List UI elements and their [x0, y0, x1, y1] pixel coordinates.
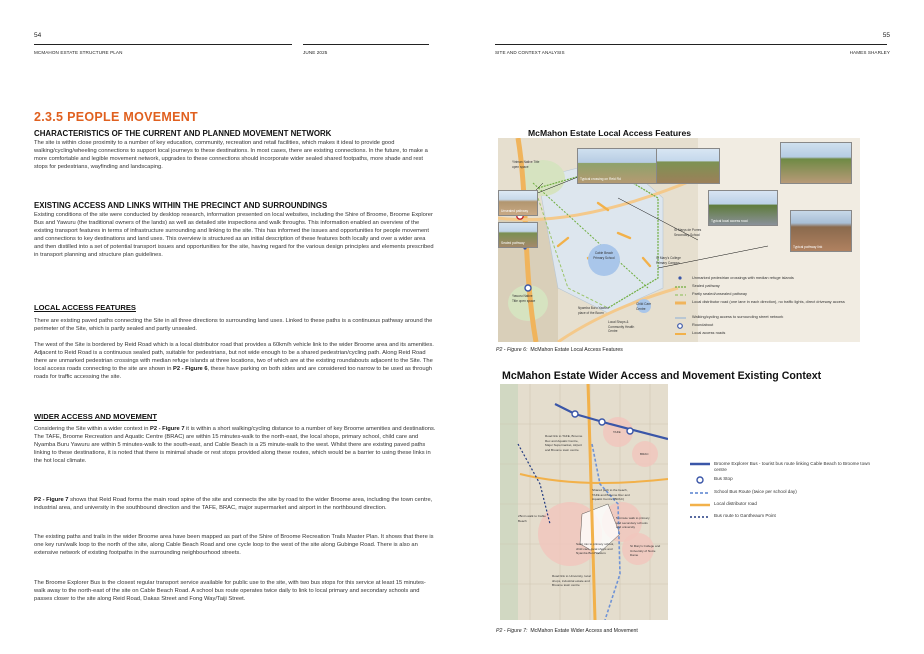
- legend-local-distributor: Local distributor road (one lane in each direction), no traffic lights, direct driveway access: [692, 299, 845, 304]
- legend-school-bus: School Bus Route (twice per school day): [714, 489, 797, 494]
- header-rule: [303, 44, 429, 45]
- photo-label: Typical crossing on Reid Rd: [580, 177, 621, 181]
- figure-7-title: McMahon Estate Wider Access and Movement Existing Context: [502, 370, 822, 382]
- map-label-st-marys-secondary: St Marys de Porres Secondary School: [674, 228, 702, 237]
- figure-7-map: [500, 384, 668, 620]
- photo-sealed-pathway: [498, 222, 538, 248]
- legend-roundabout: Roundabout: [692, 322, 714, 327]
- running-title: MCMAHON ESTATE STRUCTURE PLAN: [34, 50, 123, 55]
- paragraph-characteristics: The site is within close proximity to a number of key education, community, recreation and retail facilities, which makes it ideal to provide good walking/cycling/wheeling connections to support local journeys to these destinations. In most cases, there are existing connections. In the future, to make a more comfortable and legible movement network, upgrades to these connections should incorporate wider sealed shared footpaths, more shade and rest stops for pedestrians, wayfinding and landscaping.: [34, 140, 428, 170]
- map-label-cable-beach-ps: Cable Beach Primary School: [593, 251, 615, 260]
- photo-label: Typical pathway link: [793, 245, 823, 249]
- legend-symbols: [688, 456, 714, 536]
- company-name: HAMES SHARLEY: [849, 50, 890, 55]
- figure-6-caption: P2 - Figure 6: McMahon Estate Local Access Features: [496, 347, 623, 353]
- map-label-yiriman: Yiriman Native Title open space: [512, 160, 540, 169]
- legend-crossings: Unmarked pedestrian crossings with median refuge islands: [692, 275, 794, 280]
- map-label-child-care: Child Care Centre: [636, 302, 652, 311]
- paragraph-wider-access-2: P2 - Figure 7 shows that Reid Road forms the main road spine of the site and connects the site by road to the wider Broome area, including the town centre, industrial area, and university in the southbound direction and the TAFE, BRAC, major supermarket and airport in the northbound direction.: [34, 497, 433, 511]
- legend-gantheaum-bus: Bus route to Gantheaum Point: [714, 513, 776, 518]
- header-rule: [495, 44, 887, 45]
- legend-symbols: [674, 262, 694, 342]
- figure-7-reference[interactable]: P2 - Figure 7: [150, 426, 185, 432]
- map-label-road-link-university: Road link to University, local shops, industrial estate and Broome town centre: [552, 574, 591, 588]
- photo-label: Unsealed pathway: [501, 209, 529, 213]
- photo-unsealed-pathway-1: [780, 142, 852, 184]
- map-label-st-marys-notre-dame: St Mary's College and University of Notre Dame: [630, 544, 661, 558]
- running-title: SITE AND CONTEXT ANALYSIS: [495, 50, 565, 55]
- document-date: JUNE 2025: [303, 50, 328, 55]
- map-label-st-marys-primary: St Mary's College Primary Campus: [656, 256, 681, 265]
- paragraph-local-access-1: There are existing paved paths connecting the Site in all three directions to surrounding land uses. Linked to these paths is a continuous pathway around the perimeter of the Site, which is partly sealed and partly unsealed.: [34, 318, 433, 332]
- header-rule: [34, 44, 292, 45]
- photo-crossing-2: [656, 148, 720, 184]
- map-label-primary-school-walk: Saint mix to primary school, child care, local shops and Nyamba Buru Yawuru: [576, 542, 614, 556]
- legend-bus-stop: Bus Stop: [714, 476, 733, 481]
- figure-6-reference[interactable]: P2 - Figure 6: [173, 365, 208, 372]
- paragraph-existing-access: Existing conditions of the site were conducted by desktop research, information presented on local websites, including the Shire of Broome, Broome Explorer Bus and Yawuru (the traditional owners of the lands) as well as detailed site inspections and walk throughs. This information enabled an overview of the existing transport features in terms of infrastructure surrounding and linking to the site. This has informed the issues and opportunities for people movement and connections to key destinations and land uses. This overview is structured as an initial description of these features both locally and over a wider area and then distilled into a set of potential transport issues and opportunities for the site, having regard for the various design principles and elements prescribed in transport planning and structure plan guidelines.: [34, 212, 434, 258]
- right-page: [462, 0, 924, 654]
- map-label-cable-beach-walk: 25min walk to Cable Beach: [518, 514, 546, 523]
- paragraph-wider-access-3: The existing paths and trails in the wider Broome area have been mapped as part of the Shire of Broome Recreation Trails Master Plan. It shows that there is one key run/walk loop to the north of the site, along Cable Beach Road and one cycle loop to the west of the site along Gubinge Road. There is also an extensive network of existing footpaths in the surrounding neighbourhood streets.: [34, 534, 434, 556]
- page-number: 55: [882, 32, 890, 39]
- legend-partly-sealed: Partly sealed/unsealed pathway: [692, 291, 747, 296]
- map-label-local-shops: Local Shops & Community Health Centre: [608, 320, 635, 334]
- section-heading: 2.3.5 PEOPLE MOVEMENT: [34, 110, 198, 124]
- photo-unsealed-pathway-2: [498, 190, 538, 216]
- figure-7-caption: P2 - Figure 7: McMahon Estate Wider Access and Movement: [496, 628, 638, 634]
- legend-local-distributor: Local distributor road: [714, 501, 757, 506]
- photo-label: Sealed pathway: [501, 241, 525, 245]
- map-label-brac: BRAC: [640, 452, 649, 456]
- figure-7-legend: [688, 456, 888, 536]
- photo-typical-pathway-link: [790, 210, 852, 252]
- map-label-road-link-tafe: Road link to TAFE, Broome Rec and Aquatic Centre, Major Supermarket, Airport and Broome town centre: [545, 434, 583, 452]
- paragraph-local-access-2: The west of the Site is bordered by Reid Road which is a local distributor road that provides a 60km/h vehicle link to the wider Broome area and its amenities. Adjacent to Reid Road is a continuous sealed path, suitable for pedestrians, but not wide enough to be a shared pedestrian/cycling path. Along Reid Road there are unmarked pedestrian crossings with median refuge islands at three locations, two of which are at the existing roundabouts adjacent to the Site. The local access roads connecting to the site are shown in P2 - Figure 6, these have parking on both sides and are considered too narrow to be used as through roads for traffic accessing the site.: [34, 342, 434, 380]
- page-number: 54: [34, 32, 42, 39]
- heading-local-access: LOCAL ACCESS FEATURES: [34, 303, 136, 312]
- map-label-shared-path: Shared path to the beach, TAFE and Broome Rec and Aquatic Centre (BRAC): [592, 488, 630, 502]
- legend-sealed-pathway: Sealed pathway: [692, 283, 720, 288]
- photo-crossing-reid-rd: [577, 148, 657, 184]
- paragraph-wider-access-1: Considering the Site within a wider context in P2 - Figure 7 it is within a short walking/cycling distance to a number of key Broome amenities and destinations. The TAFE, Broome Recreation and Aquatic Centre (BRAC) are within 15 minutes-walk to the north-east, the local shops, primary school, child care and Nyamba Buru Yawuru are within 5 minutes-walk to the south-east, and Cable Beach is a 25 minute-walk to the west. Whilst there are existing paved paths linking to these destinations, it is noted that there is minimal shade or rest stops provided along these routes, which would be a barrier to using these links in the hot local climate.: [34, 426, 436, 464]
- figure-7-reference[interactable]: P2 - Figure 7: [34, 497, 69, 503]
- figure-6-map: [498, 138, 860, 342]
- legend-local-access-roads: Local access roads: [692, 330, 726, 335]
- photo-local-access-road: [708, 190, 778, 226]
- figure-6-legend: [674, 262, 858, 342]
- map-label-tafe: TAFE: [613, 430, 621, 434]
- map-label-yawuru: Yawuru Native Title open space: [512, 294, 536, 303]
- paragraph-wider-access-4: The Broome Explorer Bus is the closest regular transport service available for public use to the site, with two bus stops for this service at least 15 minutes-walk away to the north-east of the site on Cable Beach Road. A school bus route operates twice daily to link to local primary and secondary schools and passes closer to the site along Reid Road, Dakas Street and Fong Way/Taiji Street.: [34, 580, 426, 602]
- map-label-nyamba-buru: Nyamba Buru Yawuru place of the Boorn: [578, 306, 609, 315]
- map-label-5min-walk: 5 minute walk to primary and secondary schools and university: [616, 516, 650, 530]
- photo-label: Typical local access road: [711, 219, 748, 223]
- heading-existing-access: EXISTING ACCESS AND LINKS WITHIN THE PRECINCT AND SURROUNDINGS: [34, 201, 328, 210]
- heading-wider-access: WIDER ACCESS AND MOVEMENT: [34, 412, 158, 421]
- heading-characteristics: CHARACTERISTICS OF THE CURRENT AND PLANNED MOVEMENT NETWORK: [34, 129, 332, 138]
- figure-6-title: McMahon Estate Local Access Features: [528, 128, 692, 138]
- legend-explorer-bus: Broome Explorer Bus - tourist bus route linking Cable Beach to Broome town centre: [714, 461, 871, 472]
- legend-walking-cycling: Walking/cycling access to surrounding street network: [692, 314, 784, 319]
